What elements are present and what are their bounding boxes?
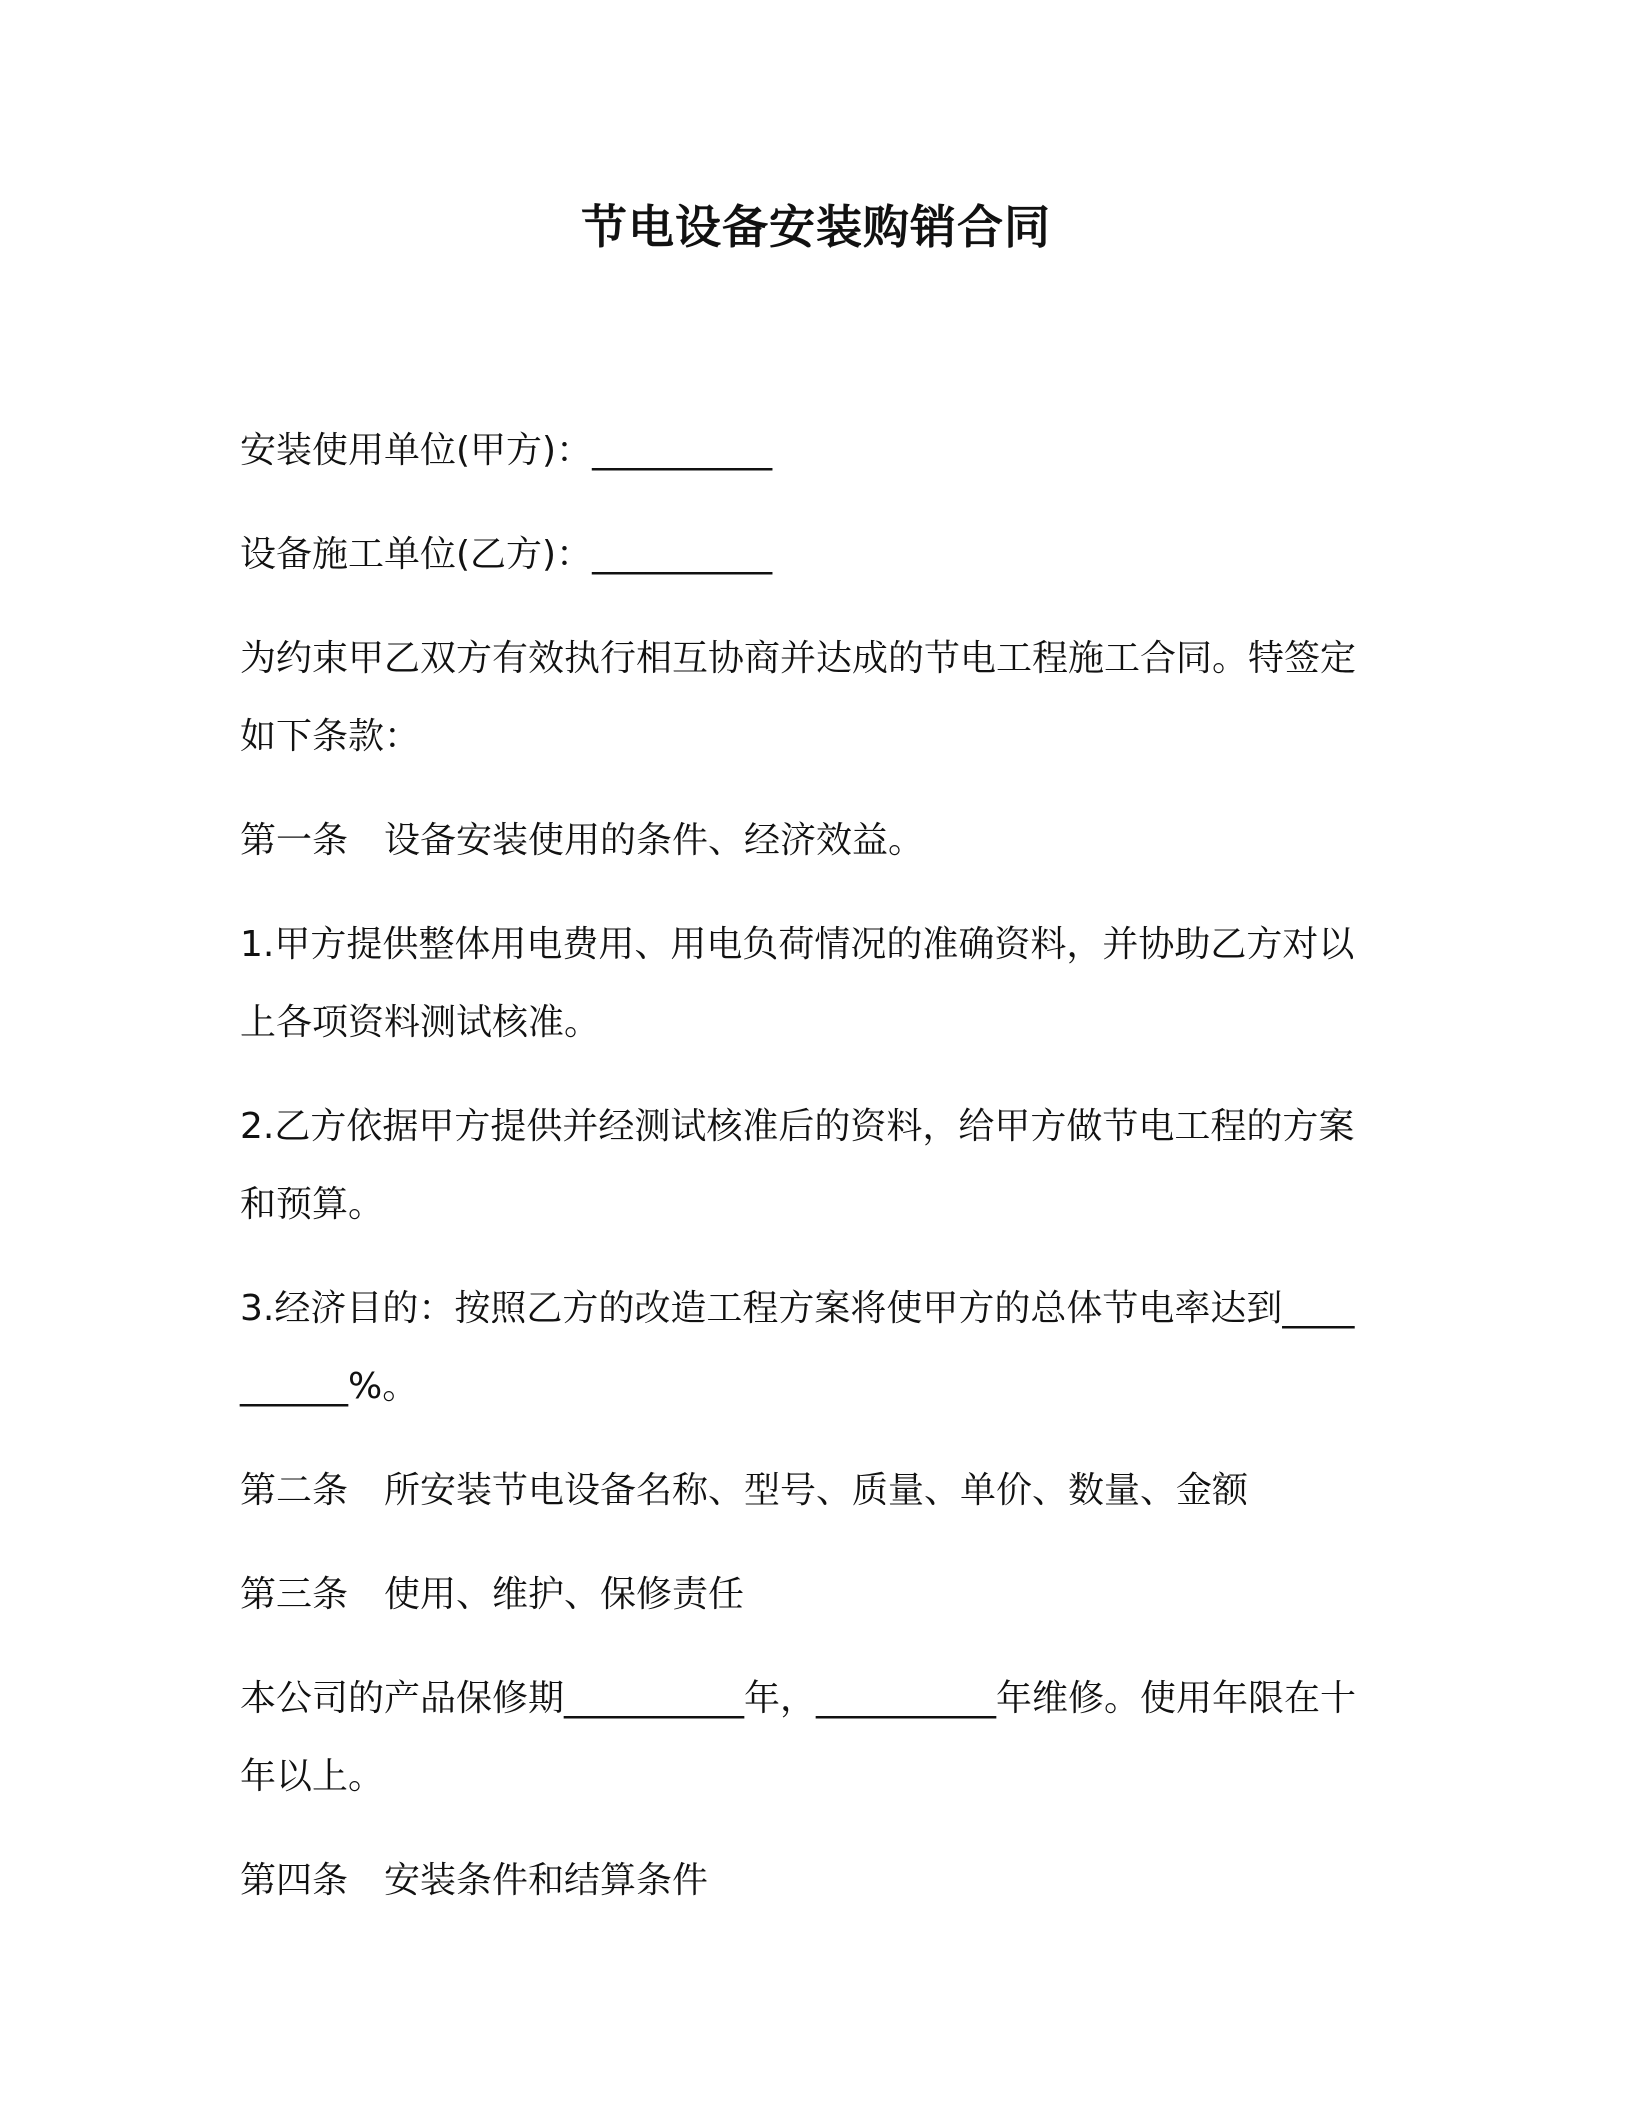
- article-1-item-1: 1.甲方提供整体用电费用、用电负荷情况的准确资料，并协助乙方对以上各项资料测试核准。: [240, 924, 1355, 1043]
- party-b-line: 设备施工单位(乙方)：__________: [240, 534, 773, 575]
- article-4-heading: 第四条 安装条件和结算条件: [240, 1860, 709, 1901]
- article-1-item-3: 3.经济目的：按照乙方的改造工程方案将使甲方的总体节电率达到__________%。: [240, 1288, 1355, 1407]
- intro-paragraph: 为约束甲乙双方有效执行相互协商并达成的节电工程施工合同。特签定如下条款：: [240, 638, 1357, 757]
- article-1-heading: 第一条 设备安装使用的条件、经济效益。: [240, 820, 925, 861]
- document-body: [240, 412, 1360, 1946]
- article-3-heading: 第三条 使用、维护、保修责任: [240, 1574, 745, 1615]
- article-2-heading: 第二条 所安装节电设备名称、型号、质量、单价、数量、金额: [240, 1470, 1249, 1511]
- article-1-item-2: 2.乙方依据甲方提供并经测试核准后的资料，给甲方做节电工程的方案和预算。: [240, 1106, 1355, 1225]
- warranty-paragraph: 本公司的产品保修期__________年，__________年维修。使用年限在十年以上。: [240, 1678, 1357, 1797]
- document-title: 节电设备安装购销合同: [581, 200, 1051, 254]
- party-a-line: 安装使用单位(甲方)：__________: [240, 430, 773, 471]
